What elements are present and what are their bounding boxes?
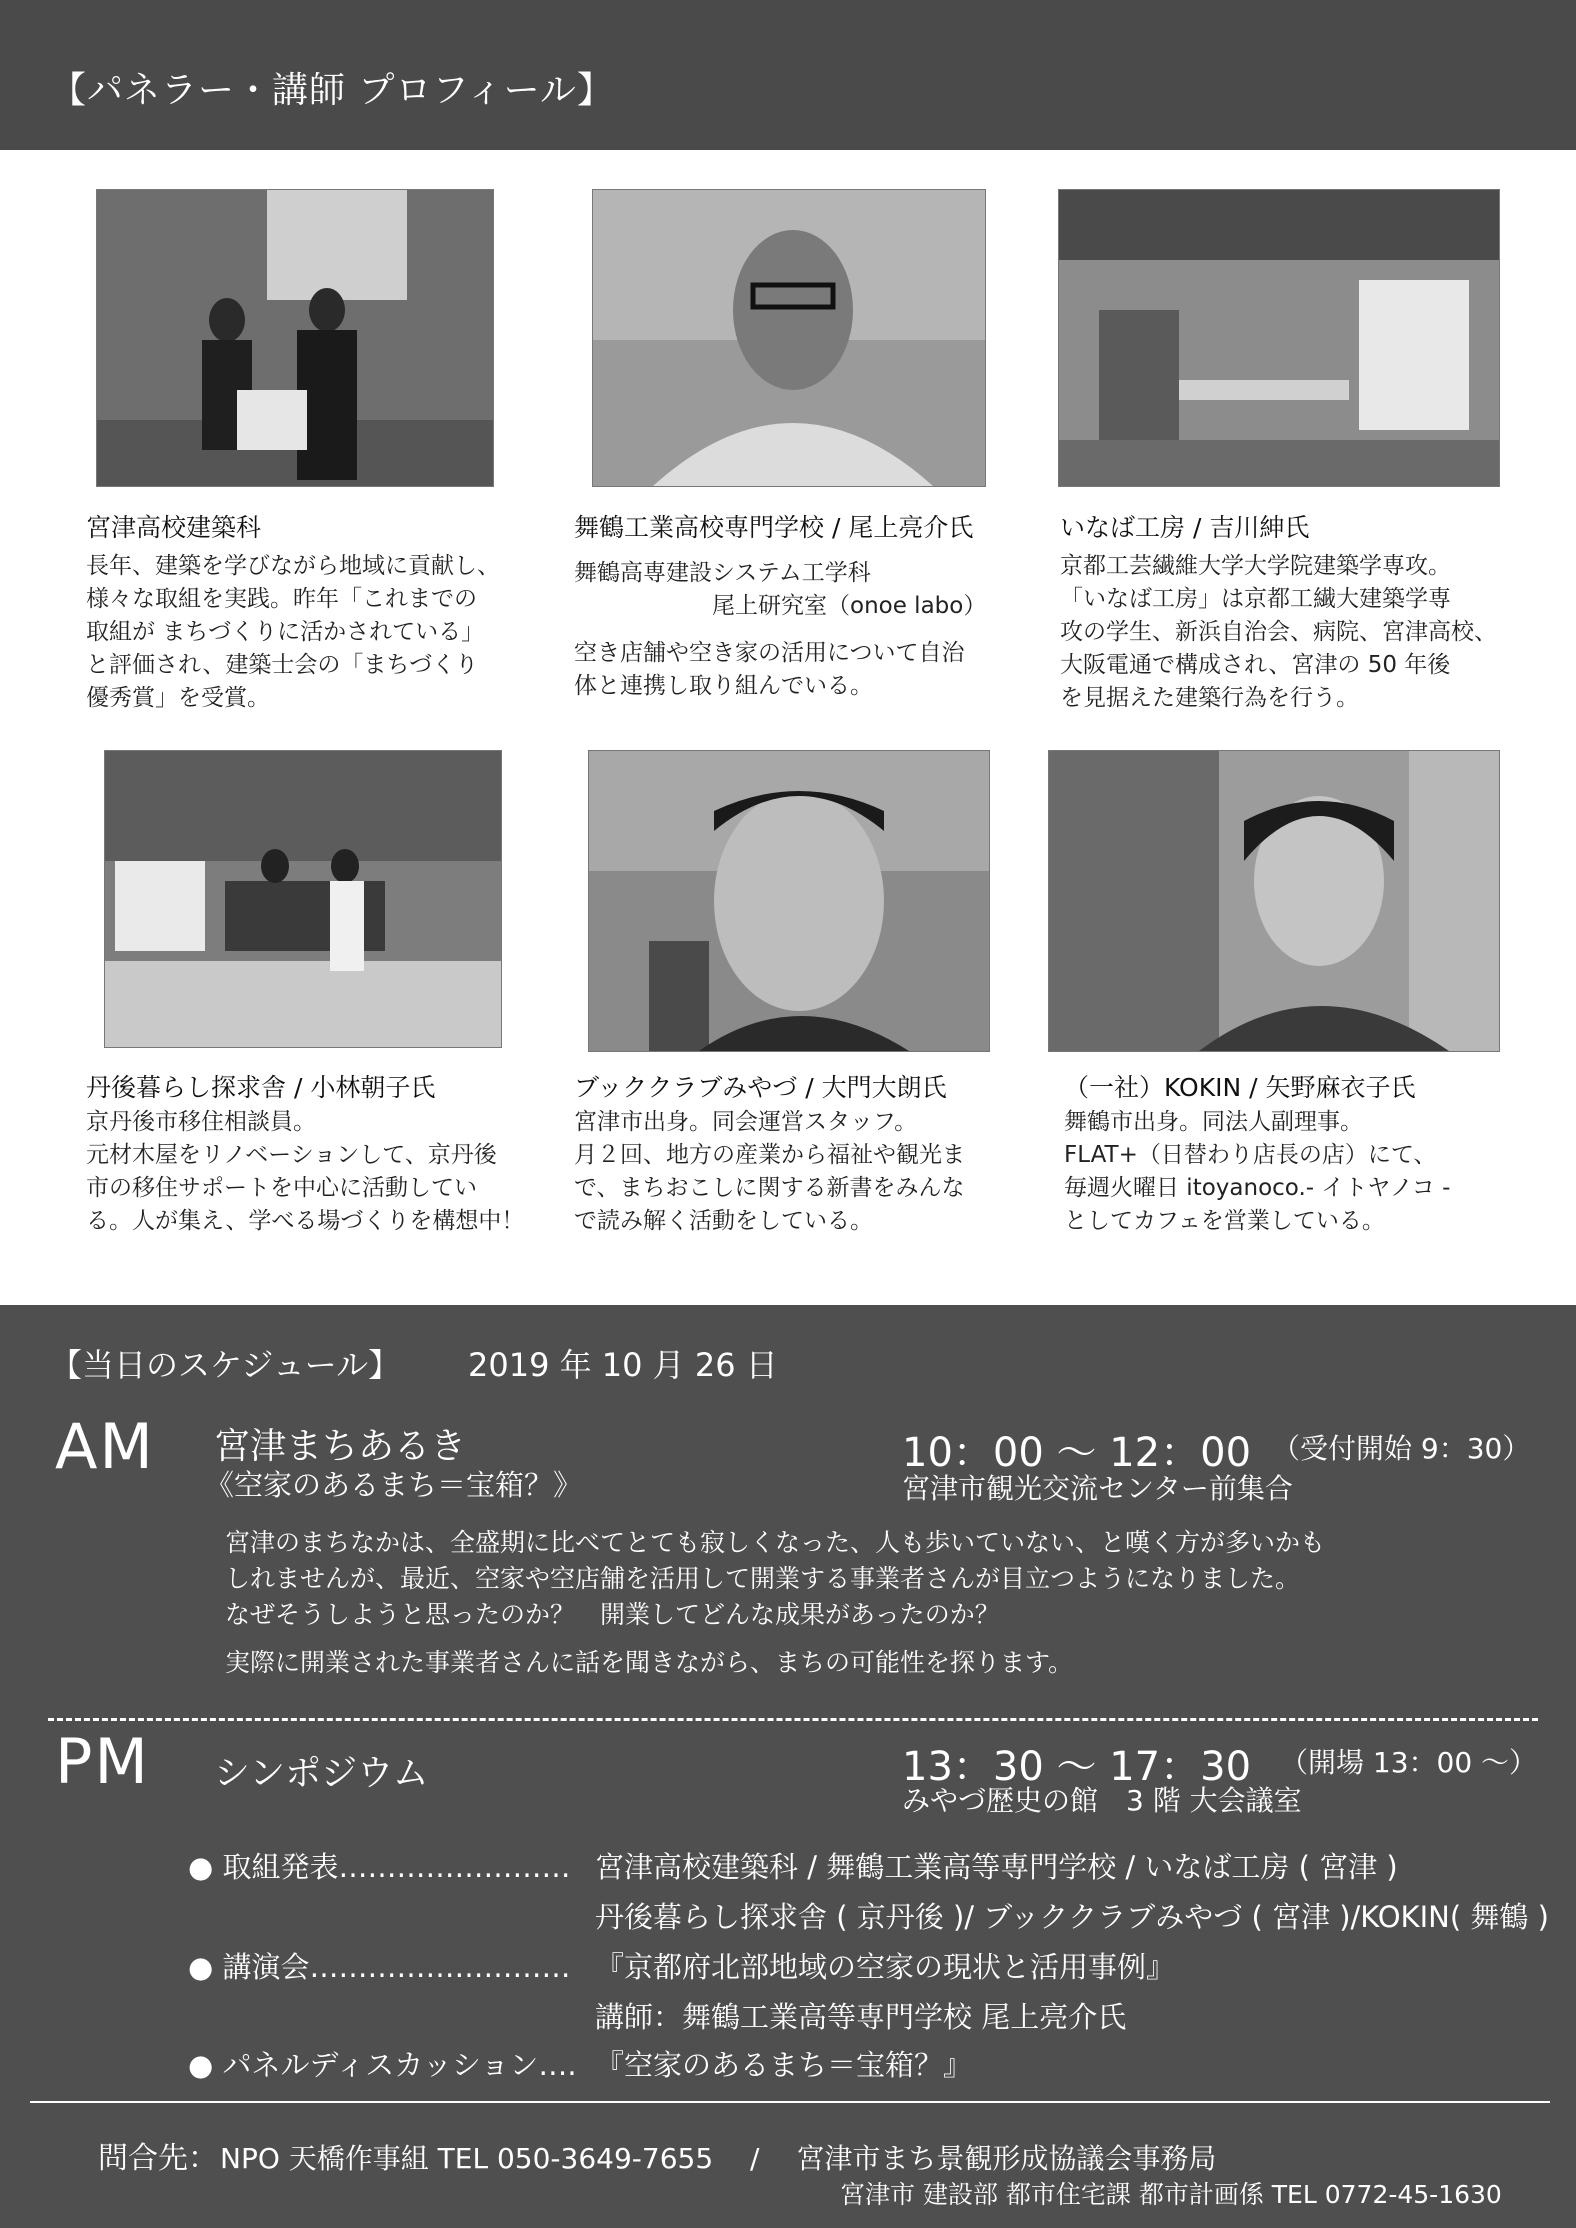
profile-desc-4: 京丹後市移住相談員。 元材木屋をリノベーションして、京丹後 市の移住サポートを中心に活動してい る。人が集え、学べる場づくりを構想中！ [86,1109,525,1234]
am-desc-line: 宮津のまちなかは、全盛期に比べてとても寂しくなった、人も歩いていない、と嘆く方が多いかも [225,1528,1326,1557]
schedule-section [0,1305,1576,2228]
profile-name-1: 宮津高校建築科 [86,513,262,542]
pm-event-title: シンポジウム [214,1753,429,1794]
profile-name-4: 丹後暮らし探求舎 / 小林朝子氏 [86,1073,436,1102]
am-label: AM [55,1410,155,1483]
am-event-title: 宮津まちあるき [214,1426,467,1467]
am-desc-line: 実際に開業された事業者さんに話を聞きながら、まちの可能性を探ります。 [225,1648,1074,1677]
am-description [225,1525,1485,1681]
pm-label: PM [55,1725,150,1798]
contact-divider [30,2101,1550,2103]
profile-photo-kobayashi [104,750,502,1048]
am-desc-line: しれませんが、最近、空家や空店舗を活用して開業する事業者さんが目立つようになりました。 [225,1564,1301,1593]
pm-item-label-panel: ● パネルディスカッション…. [188,2048,577,2082]
profile-photo-onoe [592,189,986,487]
dashed-divider [48,1718,1538,1721]
profile-photo-daimon [588,750,990,1052]
pm-event-note: （開場 13：00 〜） [1280,1746,1538,1779]
profile-desc-6: 舞鶴市出身。同法人副理事。 FLAT+（日替わり店長の店）にて、 毎週火曜日 itoyanoco.- イトヤノコ - としてカフェを営業している。 [1064,1109,1451,1234]
am-event-time: 10：00 〜 12：00 [902,1430,1252,1476]
profile-desc-3: 京都工芸繊維大学大学院建築学専攻。 「いなば工房」は京都工繊大建築学専 攻の学生、新浜自治会、病院、宮津高校、 大阪電通で構成され、宮津の 50 年後 を見据えた建築行為を行う。 [1060,553,1497,711]
profile-photo-inaba [1058,189,1500,487]
profile-desc-2c: 空き店舗や空き家の活用について自治 体と連携し取り組んでいる。 [574,640,965,699]
pm-event-venue: みやづ歴史の館 3 階 大会議室 [902,1784,1302,1817]
am-event-venue: 宮津市観光交流センター前集合 [902,1472,1293,1505]
profile-desc-2a: 舞鶴高専建設システム工学科 [574,560,871,586]
profile-desc-5: 宮津市出身。同会運営スタッフ。 月２回、地方の産業から福祉や観光ま で、まちおこしに関する新書をみんな で読み解く活動をしている。 [574,1109,965,1234]
pm-item-lecture-line2: 講師：舞鶴工業高等専門学校 尾上亮介氏 [595,2000,1127,2034]
profile-name-3: いなば工房 / 吉川紳氏 [1060,513,1310,542]
pm-item-label-lecture: ● 講演会……………………… [188,1950,571,1984]
schedule-date: 2019 年 10 月 26 日 [468,1346,778,1384]
pm-item-presentation-line1: 宮津高校建築科 / 舞鶴工業高等専門学校 / いなば工房 ( 宮津 ) [595,1850,1398,1884]
profile-photo-yano [1048,750,1500,1052]
schedule-title: 【当日のスケジュール】 [50,1346,401,1384]
contact-line2: 宮津市 建設部 都市住宅課 都市計画係 TEL 0772-45-1630 [840,2180,1502,2209]
profile-name-5: ブッククラブみやづ / 大門大朗氏 [574,1073,947,1102]
profile-name-2: 舞鶴工業高校専門学校 / 尾上亮介氏 [574,513,974,542]
pm-item-presentation-line2: 丹後暮らし探求舎 ( 京丹後 )/ ブッククラブみやづ ( 宮津 )/KOKIN( 舞鶴 ) [595,1900,1549,1934]
pm-item-panel-line1: 『空家のあるまち＝宝箱？』 [595,2048,973,2082]
page-title: 【パネラー・講師 プロフィール】 [50,70,614,111]
am-desc-line: なぜそうしようと思ったのか？ 開業してどんな成果があったのか？ [225,1600,1000,1629]
pm-event-time: 13：30 〜 17：30 [902,1744,1252,1790]
profile-desc-1: 長年、建築を学びながら地域に貢献し、 様々な取組を実践。昨年「これまでの 取組が まちづくりに活かされている」 と評価され、建築士会の「まちづくり 優秀賞」を受賞。 [86,553,500,711]
am-event-note: （受付開始 9：30） [1272,1432,1531,1465]
profile-name-6: （一社）KOKIN / 矢野麻衣子氏 [1064,1073,1416,1102]
pm-item-lecture-line1: 『京都府北部地域の空家の現状と活用事例』 [595,1950,1176,1984]
header-band [0,0,1576,150]
contact-label: 問合先： [98,2141,218,2176]
contact-line1: NPO 天橋作事組 TEL 050-3649-7655 / 宮津市まち景観形成協議会事務局 [220,2142,1217,2175]
profile-desc-2b: 尾上研究室（onoe labo） [712,593,987,619]
profile-photo-miyazu-high [96,189,494,487]
am-event-subtitle: 《空家のあるまち＝宝箱？》 [205,1468,583,1502]
pm-item-label-presentation: ● 取組発表…………………… [188,1850,571,1884]
